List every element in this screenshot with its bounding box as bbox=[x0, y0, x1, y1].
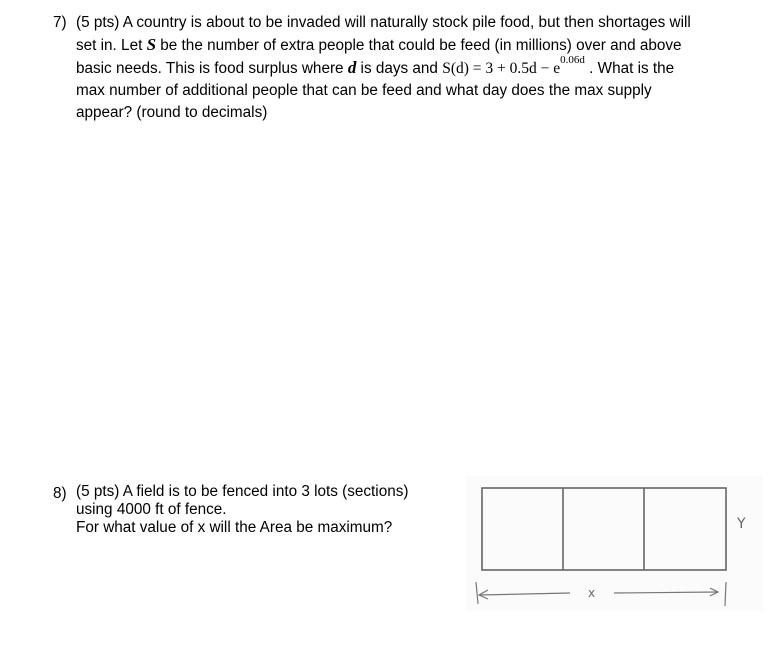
label-y: Y bbox=[737, 516, 746, 532]
q7-line-3a: basic needs. This is food surplus where bbox=[76, 60, 348, 77]
formula-exponent: 0.06d bbox=[560, 54, 585, 66]
fence-diagram bbox=[466, 476, 763, 611]
formula-lhs: S(d) = 3 + 0.5d − e bbox=[442, 60, 561, 77]
q8-line-2: using 4000 ft of fence. bbox=[76, 501, 227, 518]
q7-line-4: max number of additional people that can be feed and what day does the max supply bbox=[76, 82, 652, 99]
q7-line-2b: be the number of extra people that could be feed (in millions) over and above bbox=[156, 37, 682, 54]
question-7-text bbox=[76, 12, 691, 124]
q7-line-3c: . What is the bbox=[584, 60, 675, 77]
label-x: x bbox=[588, 586, 596, 600]
q7-line-5: appear? (round to decimals) bbox=[76, 104, 268, 121]
variable-s: S bbox=[146, 35, 157, 54]
surplus-formula bbox=[442, 54, 585, 77]
q8-line-1: (5 pts) A field is to be fenced into 3 lots (sections) bbox=[76, 483, 409, 500]
q7-line-2a: set in. Let bbox=[76, 37, 147, 54]
question-8-number: 8) bbox=[53, 485, 67, 502]
question-8-text bbox=[76, 483, 408, 537]
variable-d: d bbox=[347, 58, 357, 77]
question-7-number: 7) bbox=[53, 14, 67, 31]
q7-line-2 bbox=[76, 34, 691, 57]
diagram-background bbox=[466, 476, 763, 611]
q7-line-3b: is days and bbox=[356, 60, 443, 77]
q8-line-3: For what value of x will the Area be maximum? bbox=[76, 519, 393, 536]
q7-line-3 bbox=[76, 54, 691, 80]
q7-line-1: (5 pts) A country is about to be invaded will naturally stock pile food, but then shortages will bbox=[76, 14, 691, 31]
